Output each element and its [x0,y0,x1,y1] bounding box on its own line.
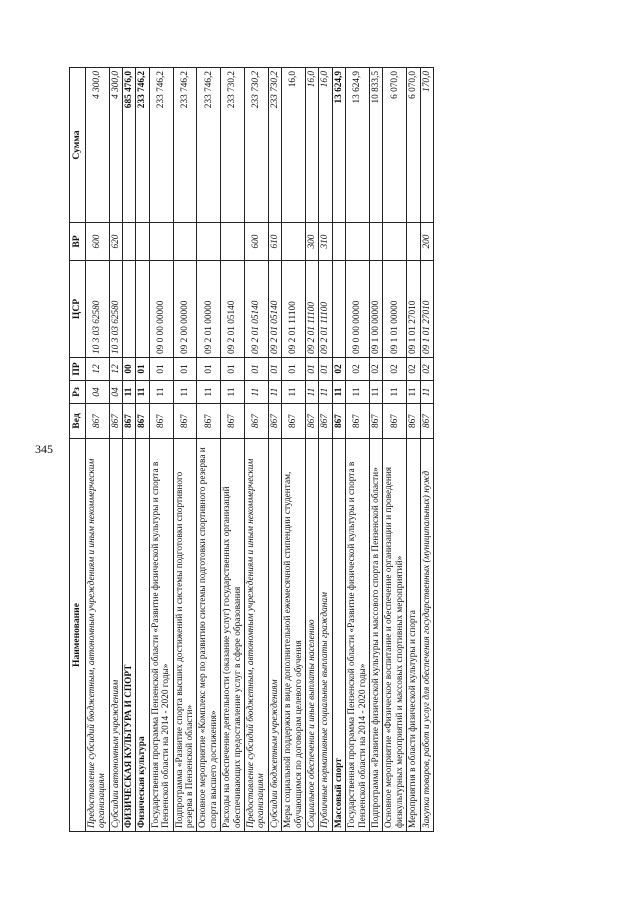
cell-vr [149,223,173,261]
cell-vr [346,223,370,261]
table-row [282,68,306,832]
cell-vr [173,223,197,261]
cell-pr: 01 [221,358,245,381]
cell-ved: 867 [370,404,383,439]
cell-sum: 6 070,0 [407,68,420,223]
cell-ved: 867 [319,404,332,439]
table-row [245,68,269,832]
header-rz: Рз [70,381,86,404]
header-pr: ПР [70,358,86,381]
cell-rz: 11 [306,381,319,404]
cell-sum: 13 624,9 [346,68,370,223]
cell-rz: 11 [407,381,420,404]
cell-rz: 11 [346,381,370,404]
cell-vr: 610 [268,223,281,261]
cell-pr: 01 [306,358,319,381]
table-row [319,68,332,832]
header-ved: Вед [70,404,86,439]
cell-name: Основное мероприятие «Комплекс мер по развитию системы подготовки спортивного резерва и спорта высшего достижения» [197,439,221,832]
cell-rz: 11 [268,381,281,404]
cell-csr: 09 2 01 11100 [306,261,319,358]
cell-sum: 4 300,0 [109,68,122,223]
cell-pr: 01 [268,358,281,381]
cell-csr: 09 1 01 27010 [420,261,433,358]
cell-vr [407,223,420,261]
page-number: 345 [35,442,53,456]
header-sum: Сумма [70,68,86,223]
table-row [268,68,281,832]
cell-ved: 867 [346,404,370,439]
cell-rz: 11 [149,381,173,404]
cell-sum: 16,0 [282,68,306,223]
cell-csr: 10 3 03 62580 [85,261,109,358]
cell-csr: 09 2 01 11100 [282,261,306,358]
cell-csr: 09 2 01 11100 [319,261,332,358]
cell-sum: 170,0 [420,68,433,223]
cell-rz: 11 [383,381,407,404]
cell-sum: 233 730,2 [245,68,269,223]
cell-vr: 620 [109,223,122,261]
table-row [85,68,109,832]
cell-csr: 09 0 00 00000 [346,261,370,358]
cell-sum: 233 730,2 [221,68,245,223]
cell-pr: 12 [85,358,109,381]
table-row [407,68,420,832]
cell-vr [221,223,245,261]
cell-pr: 02 [332,358,345,381]
cell-csr: 09 2 01 05140 [245,261,269,358]
cell-sum: 13 624,9 [332,68,345,223]
cell-csr [122,261,135,358]
cell-vr [383,223,407,261]
header-vr: ВР [70,223,86,261]
header-csr: ЦСР [70,261,86,358]
cell-name: Субсидии автономным учреждениям [109,439,122,832]
cell-ved: 867 [122,404,135,439]
cell-vr [136,223,149,261]
cell-rz: 11 [420,381,433,404]
cell-vr [332,223,345,261]
cell-ved: 867 [332,404,345,439]
cell-csr [332,261,345,358]
cell-ved: 867 [109,404,122,439]
cell-sum: 233 746,2 [173,68,197,223]
cell-rz: 11 [221,381,245,404]
cell-vr: 300 [306,223,319,261]
cell-name: Подпрограмма «Развитие физической культуры и массового спорта в Пензенской области» [370,439,383,832]
cell-rz: 11 [370,381,383,404]
cell-sum: 233 730,2 [268,68,281,223]
table-header [70,68,86,832]
cell-pr: 01 [197,358,221,381]
cell-name: Публичные нормативные социальные выплаты гражданам [319,439,332,832]
cell-csr: 09 2 01 05140 [221,261,245,358]
cell-pr: 02 [346,358,370,381]
cell-vr [122,223,135,261]
cell-ved: 867 [136,404,149,439]
cell-sum: 233 746,2 [149,68,173,223]
cell-ved: 867 [383,404,407,439]
cell-name: Мероприятия в области физической культуры и спорта [407,439,420,832]
cell-csr: 09 1 00 00000 [370,261,383,358]
cell-ved: 867 [85,404,109,439]
cell-pr: 02 [370,358,383,381]
cell-pr: 01 [149,358,173,381]
cell-csr: 10 3 03 62580 [109,261,122,358]
cell-pr: 01 [282,358,306,381]
cell-name: Социальное обеспечение и иные выплаты населению [306,439,319,832]
table-row [197,68,221,832]
table-row [173,68,197,832]
table-row [420,68,433,832]
table-row [306,68,319,832]
cell-name: Меры социальной поддержки в виде дополнительной ежемесячной стипендии студентам, обучающимся по договорам целевого обучения [282,439,306,832]
cell-pr: 01 [319,358,332,381]
cell-pr: 00 [122,358,135,381]
cell-name: Субсидии бюджетным учреждениям [268,439,281,832]
cell-rz: 11 [173,381,197,404]
cell-rz: 11 [282,381,306,404]
table-row [346,68,370,832]
cell-rz: 04 [109,381,122,404]
cell-name: Государственная программа Пензенской области «Развитие физической культуры и спорта в Пензенской области на 2014 - 2020 годы» [346,439,370,832]
cell-sum: 16,0 [319,68,332,223]
cell-ved: 867 [221,404,245,439]
cell-ved: 867 [282,404,306,439]
cell-sum: 685 476,0 [122,68,135,223]
cell-rz: 11 [197,381,221,404]
table-row [149,68,173,832]
cell-sum: 6 070,0 [383,68,407,223]
header-name: Наименование [70,439,86,832]
table-row [332,68,345,832]
cell-name: Закупка товаров, работ и услуг для обеспечения государственных (муниципальных) нужд [420,439,433,832]
cell-name: Государственная программа Пензенской области «Развитие физической культуры и спорта в Пензенской области на 2014 - 2020 годы» [149,439,173,832]
cell-sum: 233 746,2 [136,68,149,223]
cell-name: ФИЗИЧЕСКАЯ КУЛЬТУРА И СПОРТ [122,439,135,832]
cell-pr: 02 [407,358,420,381]
cell-ved: 867 [245,404,269,439]
table-row [122,68,135,832]
cell-sum: 16,0 [306,68,319,223]
rotated-page-content [69,68,571,832]
cell-name: Предоставление субсидий бюджетным, автономным учреждениям и иным некоммерческим организациям [85,439,109,832]
budget-table [69,67,434,832]
table-row [383,68,407,832]
cell-vr [282,223,306,261]
cell-rz: 11 [122,381,135,404]
cell-pr: 01 [173,358,197,381]
cell-pr: 02 [420,358,433,381]
cell-vr: 600 [85,223,109,261]
table-row [109,68,122,832]
cell-sum: 10 833,5 [370,68,383,223]
cell-ved: 867 [420,404,433,439]
cell-rz: 11 [136,381,149,404]
cell-rz: 11 [245,381,269,404]
table-body [85,68,433,832]
cell-ved: 867 [149,404,173,439]
cell-name: Предоставление субсидий бюджетным, автономным учреждениям и иным некоммерческим организациям [245,439,269,832]
cell-rz: 04 [85,381,109,404]
cell-name: Подпрограмма «Развитие спорта высших достижений и системы подготовки спортивного резерва в Пензенской области» [173,439,197,832]
cell-csr: 09 2 01 05140 [268,261,281,358]
cell-pr: 01 [245,358,269,381]
table-row [136,68,149,832]
cell-vr: 200 [420,223,433,261]
cell-csr: 09 1 01 27010 [407,261,420,358]
cell-sum: 4 300,0 [85,68,109,223]
cell-vr: 310 [319,223,332,261]
cell-ved: 867 [173,404,197,439]
cell-name: Физическая культура [136,439,149,832]
cell-ved: 867 [306,404,319,439]
header-row [70,68,86,832]
cell-name: Расходы на обеспечение деятельности (оказание услуг) государственных организаций обеспечивающих предоставление услуг в сфере образования [221,439,245,832]
cell-csr [136,261,149,358]
cell-ved: 867 [407,404,420,439]
cell-name: Массовый спорт [332,439,345,832]
cell-csr: 09 2 01 00000 [197,261,221,358]
table-row [370,68,383,832]
cell-ved: 867 [268,404,281,439]
cell-sum: 233 746,2 [197,68,221,223]
cell-csr: 09 1 01 00000 [383,261,407,358]
table-row [221,68,245,832]
cell-ved: 867 [197,404,221,439]
cell-pr: 01 [136,358,149,381]
cell-vr [370,223,383,261]
cell-vr: 600 [245,223,269,261]
cell-pr: 02 [383,358,407,381]
cell-vr [197,223,221,261]
cell-rz: 11 [332,381,345,404]
cell-rz: 11 [319,381,332,404]
cell-name: Основное мероприятие «Физическое воспитание и обеспечение организации и проведения физкультурных мероприятий и массовых спортивных мероприятий» [383,439,407,832]
cell-csr: 09 0 00 00000 [149,261,173,358]
cell-pr: 12 [109,358,122,381]
cell-csr: 09 2 00 00000 [173,261,197,358]
